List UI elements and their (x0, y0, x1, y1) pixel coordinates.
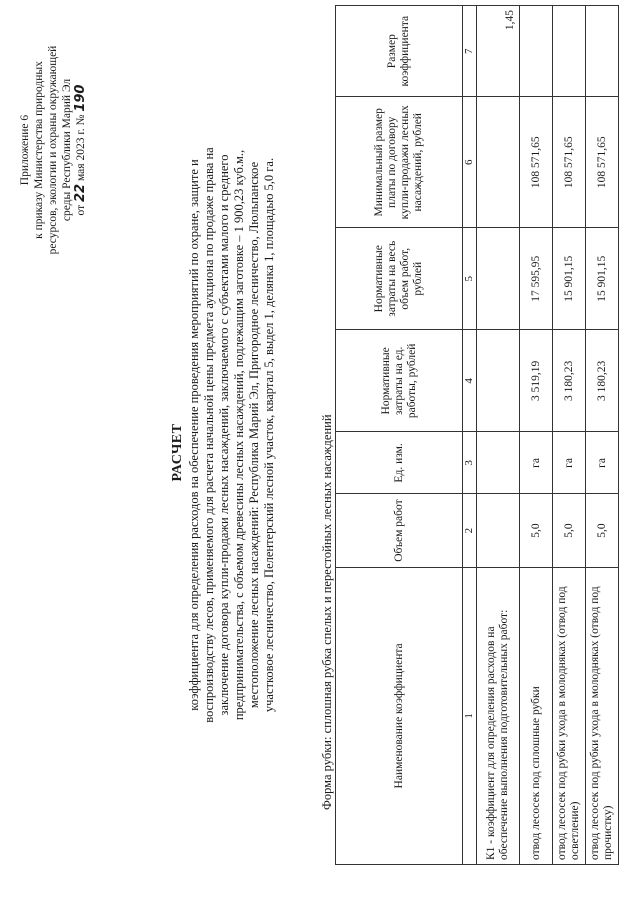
row-unit (477, 432, 520, 494)
appendix-block (18, 35, 88, 265)
row-volume: 5,0 (586, 494, 619, 567)
row-min-fee: 108 571,65 (586, 97, 619, 228)
date-day: 22 (73, 183, 88, 202)
row-coef (520, 6, 553, 97)
row-unit-cost: 3 519,19 (520, 330, 553, 432)
column-number: 6 (463, 97, 477, 228)
row-total-cost (477, 228, 520, 330)
row-min-fee (477, 97, 520, 228)
header-total-cost: Нормативные затраты на весь объем работ, рублей (336, 228, 463, 330)
header-unit-cost: Нормативные затраты на ед. работы, рублей (336, 330, 463, 432)
header-volume: Объем работ (336, 494, 463, 567)
row-unit: га (553, 432, 586, 494)
row-coef (553, 6, 586, 97)
appendix-line: среды Республики Марий Эл (61, 78, 73, 222)
row-unit: га (520, 432, 553, 494)
column-number: 2 (463, 494, 477, 567)
document-title: РАСЧЕТ (170, 423, 185, 482)
table-header-row (336, 6, 463, 865)
column-number: 7 (463, 6, 477, 97)
header-min-fee: Минимальный размер платы по договору купли-продажи лесных насаждений, рублей (336, 97, 463, 228)
row-coef: 1,45 (477, 6, 520, 97)
column-number: 4 (463, 330, 477, 432)
row-unit-cost: 3 180,23 (586, 330, 619, 432)
table-row (520, 6, 553, 865)
row-unit: га (586, 432, 619, 494)
column-number: 5 (463, 228, 477, 330)
row-name: К1 - коэффициент для определения расходов на обеспечение выполнения подготовительных работ: (477, 567, 520, 864)
appendix-line: ресурсов, экологии и охраны окружающей (47, 45, 59, 255)
header-name: Наименование коэффициента (336, 567, 463, 864)
row-unit-cost (477, 330, 520, 432)
date-prefix: от (75, 204, 87, 216)
row-volume (477, 494, 520, 567)
column-number-row (463, 6, 477, 865)
table-row (553, 6, 586, 865)
row-total-cost: 15 901,15 (553, 228, 586, 330)
row-name: отвод лесосек под рубки ухода в молодняках (отвод под осветление) (553, 567, 586, 864)
appendix-date (74, 35, 88, 265)
row-unit-cost: 3 180,23 (553, 330, 586, 432)
calculation-table (335, 5, 619, 865)
header-unit: Ед. изм. (336, 432, 463, 494)
row-total-cost: 17 595,95 (520, 228, 553, 330)
table-row (586, 6, 619, 865)
column-number: 1 (463, 567, 477, 864)
row-volume: 5,0 (520, 494, 553, 567)
header-coef: Размер коэффициента (336, 6, 463, 97)
row-min-fee: 108 571,65 (520, 97, 553, 228)
table-row (477, 6, 520, 865)
row-name: отвод лесосек под рубки ухода в молодняках (отвод под прочистку) (586, 567, 619, 864)
row-total-cost: 15 901,15 (586, 228, 619, 330)
row-coef (586, 6, 619, 97)
row-volume: 5,0 (553, 494, 586, 567)
appendix-line: Приложение 6 (19, 114, 31, 186)
appendix-line: к приказу Министерства природных (33, 61, 45, 239)
row-name: отвод лесосек под сплошные рубки (520, 567, 553, 864)
order-number: 190 (73, 84, 88, 112)
column-number: 3 (463, 432, 477, 494)
row-min-fee: 108 571,65 (553, 97, 586, 228)
form-of-felling: Форма рубки: сплошная рубка спелых и перестойных лесных насаждений (320, 414, 334, 810)
date-rest: мая 2023 г. № (75, 114, 87, 182)
document-subtitle: коэффициента для определения расходов на обеспечение проведения мероприятий по охране, защите и воспроизводству лесов, применяемого для расчета начальной цены предмета аукциона по продаже права на заключение договора купли-продажи лесных насаждений, заключаемого с субъектами малого и среднего предпринимательства, с объемом древесины лесных насаждений, подлежащим заготовке – 1 900,23 куб.м., местоположение лесных насаждений: Республика Марий Эл, Пригородное лесничество, Люльпанское участковое лесничество, Пелентерский лесной участок, квартал 5, выдел 1, делянка 1, площадью 5,0 га. (187, 147, 276, 723)
